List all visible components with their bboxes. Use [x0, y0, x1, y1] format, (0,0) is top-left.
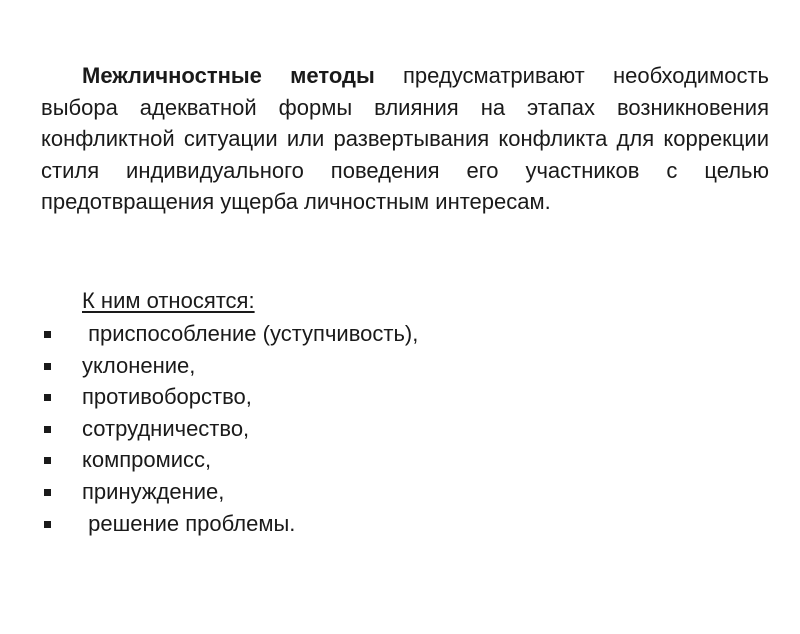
paragraph-bold-lead: Межличностные методы [82, 63, 375, 88]
list-intro: К ним относятся: [82, 288, 255, 313]
list-item-text: сотрудничество, [82, 415, 250, 441]
square-bullet-icon [44, 426, 51, 433]
list-item [0, 476, 225, 508]
square-bullet-icon [44, 489, 51, 496]
list-item [0, 318, 419, 350]
list-item [0, 413, 250, 445]
square-bullet-icon [44, 363, 51, 370]
square-bullet-icon [44, 521, 51, 528]
paragraph-rest: предусматривают необходимость выбора адекватной формы влияния на этапах возникновения конфликтной ситуации или развертывания конфликта для коррекции стиля индивидуального поведения его участников с целью предотвращения ущерба личностным интересам. [41, 63, 769, 214]
list-item [0, 444, 212, 476]
square-bullet-icon [44, 331, 51, 338]
list-item [0, 381, 252, 413]
list-item-text: принуждение, [82, 478, 225, 504]
list-item [0, 508, 296, 540]
list-item-text: приспособление (уступчивость), [82, 321, 419, 346]
main-paragraph [41, 60, 769, 218]
list-item-text: компромисс, [82, 447, 212, 473]
list-item-text: противоборство, [82, 384, 252, 410]
list-item [0, 350, 196, 382]
list-item-text: уклонение, [82, 352, 196, 378]
square-bullet-icon [44, 394, 51, 401]
list-item-text: решение проблемы. [82, 510, 296, 536]
methods-list [0, 318, 419, 539]
square-bullet-icon [44, 457, 51, 464]
